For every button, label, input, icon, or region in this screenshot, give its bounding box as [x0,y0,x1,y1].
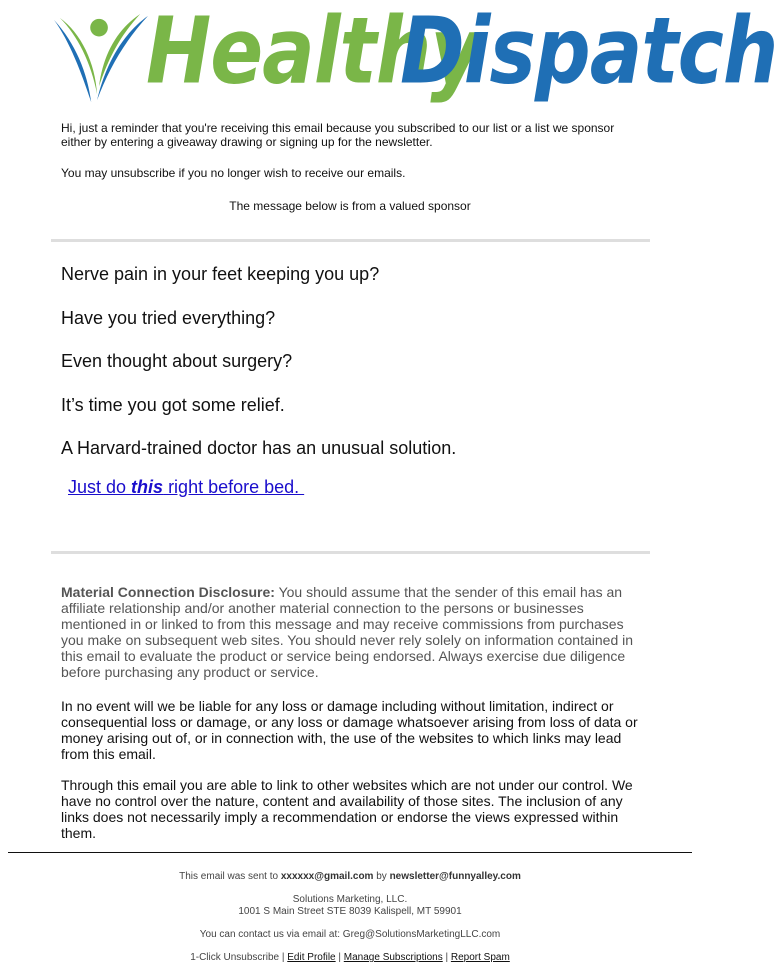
unsubscribe-note: You may unsubscribe if you no longer wish to receive our emails. [61,166,406,180]
promo-line: It’s time you got some relief. [61,394,285,415]
disclosure-text: You should assume that the sender of this email has an affiliate relationship and/or another material connection to the persons or businesses mentioned in or linked to from this message and may receive commissions from purchases you make on subsequent web sites. You should never rely solely on information contained in this email to evaluate the product or service being endorsed. Always exercise due diligence before purchasing any product or service. [61,584,634,680]
footer-sep: | [335,952,344,963]
intro-section [61,121,641,180]
liability-notice: In no event will we be liable for any loss or damage including without limitation, indirect or consequential loss or damage, or any loss or damage whatsoever arising from loss of data or money arising out of, or in connection with, the use of the websites to which links may lead from this email. [61,698,638,762]
footer-address: 1001 S Main Street STE 8039 Kalispell, MT 59901 [238,906,462,917]
footer-links [0,952,700,963]
external-links-notice: Through this email you are able to link to other websites which are not under our control. We have no control over the nature, content and availability of those sites. The inclusion of any links does not necessarily imply a recommendation or endorse the views expressed within them. [61,777,633,841]
promo-link-emphasis: this [131,477,164,497]
promo-section [61,263,641,481]
sender-email: newsletter@funnyalley.com [389,871,521,882]
footer-sent-to [0,871,700,882]
footer-company: Solutions Marketing, LLC. [292,894,408,905]
promo-link-suffix: right before bed. [163,477,305,497]
logo-word-dispatch: Dispatch [400,0,777,106]
footer-sep: | [279,952,288,963]
contact-prefix: You can contact us via email at: [199,929,343,940]
divider-top [51,239,650,242]
disclosure-lead: Material Connection Disclosure: [61,584,275,600]
contact-email: Greg@SolutionsMarketingLLC.com [342,929,501,940]
promo-link[interactable] [68,477,304,498]
promo-line: A Harvard-trained doctor has an unusual solution. [61,438,457,458]
promo-link-prefix: Just do [68,477,132,497]
divider-bottom [51,551,650,554]
report-spam-link[interactable]: Report Spam [450,952,510,963]
logo-word-healthy: Healthy [146,0,481,106]
material-connection-disclosure [61,584,643,680]
promo-line: Even thought about surgery? [61,351,293,371]
footer-rule [8,852,692,853]
manage-subscriptions-link[interactable]: Manage Subscriptions [343,952,443,963]
healthy-dispatch-logo [50,0,777,110]
logo-figure-icon [52,12,150,106]
promo-line: Have you tried everything? [61,307,276,328]
one-click-unsubscribe: 1-Click Unsubscribe [190,952,280,963]
promo-line: Nerve pain in your feet keeping you up? [61,264,380,284]
sent-by: by [373,871,390,882]
sent-prefix: This email was sent to [179,871,281,882]
recipient-email: xxxxxx@gmail.com [280,871,374,882]
footer-sep: | [442,952,451,963]
sponsor-note: The message below is from a valued sponsor [229,199,471,213]
subscription-reminder: Hi, just a reminder that you're receiving this email because you subscribed to our list or a list we sponsor either by entering a giveaway drawing or signing up for the newsletter. [61,121,615,149]
footer-contact [0,929,700,940]
edit-profile-link[interactable]: Edit Profile [287,952,336,963]
